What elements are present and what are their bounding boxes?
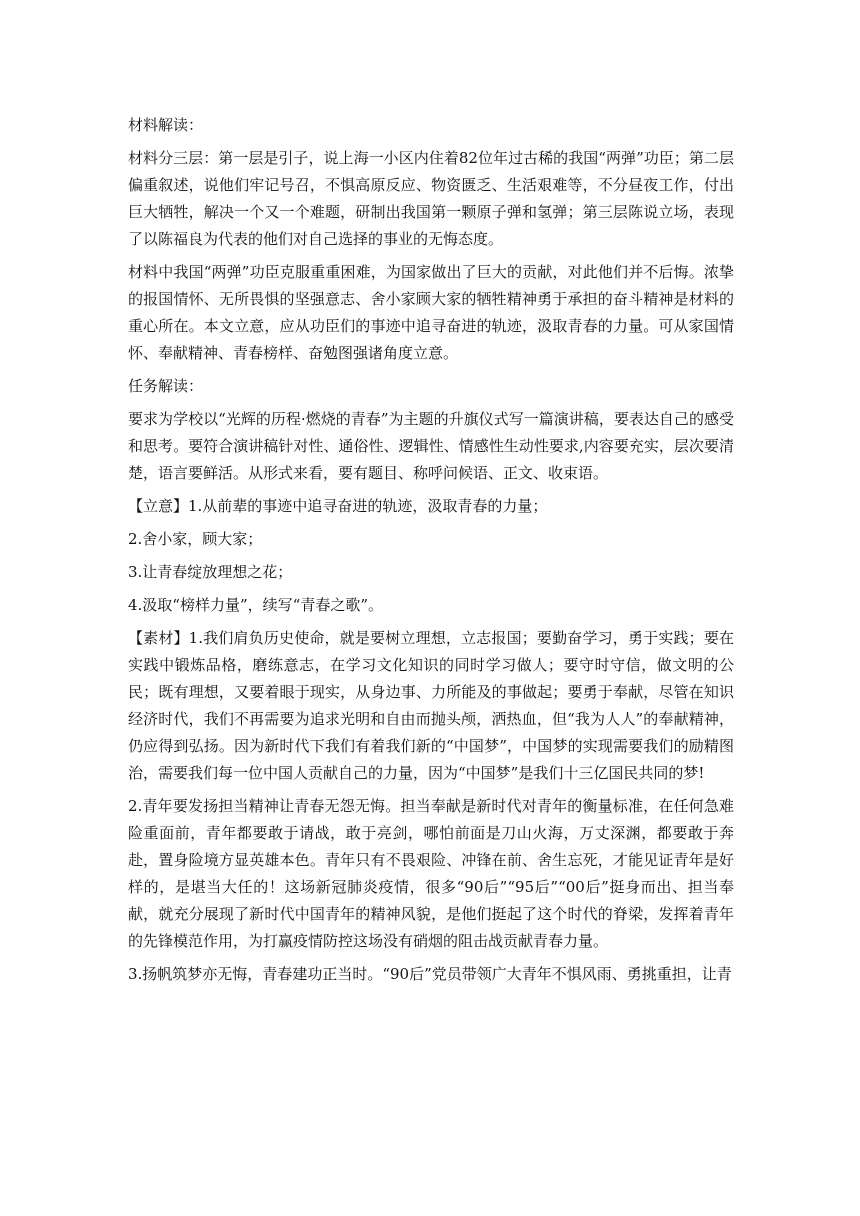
section-heading-task: 任务解读： [128,377,204,395]
material-item-1: 【素材】1.我们肩负历史使命，就是要树立理想，立志报国；要勤奋学习，勇于实践；要在实践中锻炼品格，磨练意志，在学习文化知识的同时学习做人；要守时守信，做文明的公民；既有理想，又要着眼于现实，从身边事、力所能及的事做起；要勇于奉献，尽管在知识经济时代，我们不再需要为追求光明和自由而抛头颅，洒热血，但“我为人人”的奉献精神，仍应得到弘扬。因为新时代下我们有着我们新的“中国梦”，中国梦的实现需要我们的励精图治，需要我们每一位中国人贡献自己的力量，因为“中国梦”是我们十三亿国民共同的梦! [128,629,734,782]
document-body [128,112,734,994]
material-item-2: 2.青年要发扬担当精神让青春无怨无悔。担当奉献是新时代对青年的衡量标准，在任何急难险重面前，青年都要敢于请战，敢于亮剑，哪怕前面是刀山火海，万丈深渊，都要敢于奔赴，置身险境方显英雄本色。青年只有不畏艰险、冲锋在前、舍生忘死，才能见证青年是好样的，是堪当大任的！这场新冠肺炎疫情，很多“90后”“95后”“00后”挺身而出、担当奉献，就充分展现了新时代中国青年的精神风貌，是他们挺起了这个时代的脊梁，发挥着青年的先锋模范作用，为打赢疫情防控这场没有硝烟的阻击战贡献青春力量。 [128,797,734,950]
idea-item-1: 【立意】1.从前辈的事迹中追寻奋进的轨迹，汲取青春的力量； [128,497,548,515]
paragraph-material-layers: 材料分三层：第一层是引子，说上海一小区内住着82位年过古稀的我国“两弹”功臣；第二层偏重叙述，说他们牢记号召，不惧高原反应、物资匮乏、生活艰难等，不分昼夜工作，付出巨大牺牲，解决一个又一个难题，研制出我国第一颗原子弹和氢弹；第三层陈说立场，表现了以陈福良为代表的他们对自己选择的事业的无悔态度。 [128,149,734,248]
idea-item-2: 2.舍小家，顾大家； [128,530,263,548]
idea-item-4: 4.汲取“榜样力量”，续写“青春之歌”。 [128,596,383,614]
material-item-3: 3.扬帆筑梦亦无悔，青春建功正当时。“90后”党员带领广大青年不惧风雨、勇挑重担，让青 [128,965,732,983]
paragraph-material-core: 材料中我国“两弹”功臣克服重重困难，为国家做出了巨大的贡献，对此他们并不后悔。浓挚的报国情怀、无所畏惧的坚强意志、舍小家顾大家的牺牲精神勇于承担的奋斗精神是材料的重心所在。本文立意，应从功臣们的事迹中追寻奋进的轨迹，汲取青春的力量。可从家国情怀、奉献精神、青春榜样、奋勉图强诸角度立意。 [128,263,734,362]
paragraph-task-requirements: 要求为学校以“光辉的历程·燃烧的青春”为主题的升旗仪式写一篇演讲稿，要表达自己的感受和思考。要符合演讲稿针对性、通俗性、逻辑性、情感性生动性要求,内容要充实，层次要清楚，语言要鲜活。从形式来看，要有题目、称呼问候语、正文、收束语。 [128,410,734,482]
section-heading-material: 材料解读： [128,116,204,134]
idea-item-3: 3.让青春绽放理想之花； [128,563,293,581]
